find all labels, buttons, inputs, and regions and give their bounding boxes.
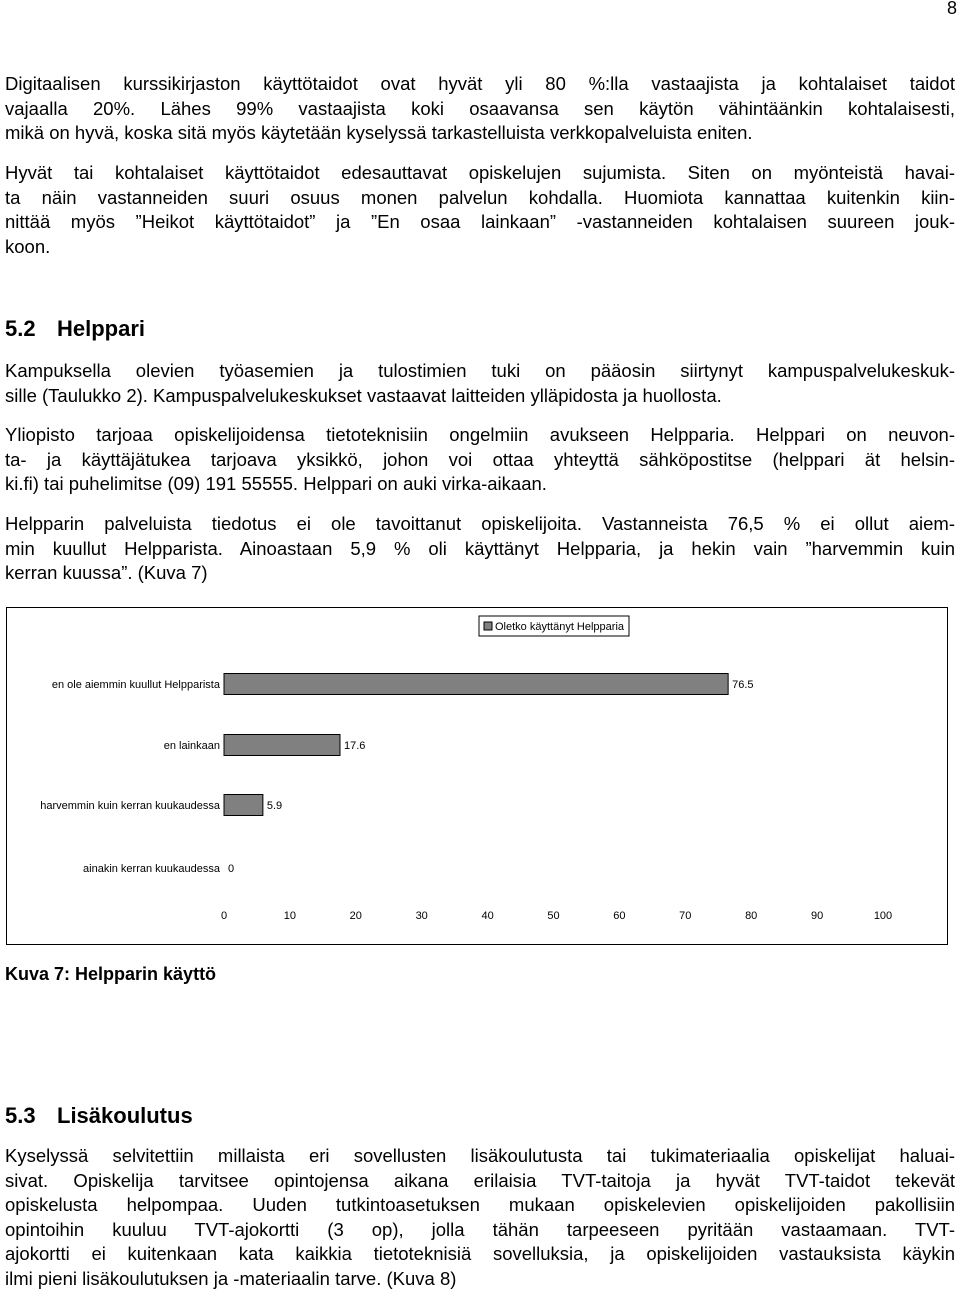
paragraph-helppari-service [5,423,955,497]
bar [224,795,263,816]
paragraph-helppari-awareness [5,512,955,586]
data-label: 5.9 [266,800,283,812]
x-tick-label: 80 [745,910,758,922]
text-line: Hyvät tai kohtalaiset käyttötaidot edesauttavat opiskelujen sujumista. Siten on myönteistä havai- [5,162,955,183]
text-line: kerran kuussa”. (Kuva 7) [5,562,208,583]
paragraph-additional-training [5,1144,955,1291]
bar-chart [7,608,947,944]
section-heading-helppari [5,316,145,342]
paragraph-skills [5,161,955,259]
text-line: opintoihin kuuluu TVT-ajokortti (3 op), jolla tähän tarpeeseen pyritään vastaamaan. TVT- [5,1218,955,1240]
text-line: vajaalla 20%. Lähes 99% vastaajista koki osaavansa sen käytön vähintäänkin kohtalaisesti, [5,97,955,119]
paragraph-digital-library [5,72,955,146]
legend-label: Oletko käyttänyt Helpparia [495,621,625,633]
chart-legend [479,616,629,636]
x-tick-label: 60 [613,910,626,922]
category-label: en ole aiemmin kuullut Helpparista [51,679,220,691]
paragraph-campus-support [5,359,955,408]
x-tick-label: 90 [810,910,824,922]
text-line: sivat. Opiskelija tarvitsee opintojensa aikana erilaisia TVT-taitoja ja hyvät TVT-taidot tekevät [5,1169,955,1191]
category-label: harvemmin kuin kerran kuukaudessa [40,800,220,812]
section-title: Helppari [57,316,146,341]
text-line: Yliopisto tarjoaa opiskelijoidensa tietoteknisiin ongelmiin avukseen Helpparia. Helppari on neuvon- [5,424,955,445]
x-tick-label: 30 [415,910,428,922]
text-line: koon. [5,235,51,257]
text-line: nittää myös ”Heikot käyttötaidot” ja ”En osaa lainkaan” -vastanneiden kohtalaisen suureen jouk- [5,211,955,232]
legend-swatch [484,622,492,630]
text-line: Helpparin palveluista tiedotus ei ole tavoittanut opiskelijoita. Vastanneista 76,5 % ei ollut aiem- [5,513,955,534]
category-label: en lainkaan [163,740,220,752]
text-line: min kuullut Helpparista. Ainoastaan 5,9 % oli käyttänyt Helpparia, ja hekin vain ”harvemmin kuin [5,537,955,559]
text-line: ta- ja käyttäjätukea tarjoava yksikkö, johon voi ottaa yhteyttä sähköpostitse (helppari ät helsin- [5,448,955,470]
text-line: opiskelusta helpompaa. Uuden tutkintoasetuksen mukaan opiskelevien opiskelijoiden pakollisiin [5,1194,955,1215]
x-tick-label: 10 [283,910,297,922]
text-line: ki.fi) tai puhelimitse (09) 191 55555. Helppari on auki virka-aikaan. [5,473,547,494]
category-label: ainakin kerran kuukaudessa [83,863,220,875]
figure-caption: Kuva 7: Helpparin käyttö [5,964,217,984]
data-label: 76.5 [732,679,754,691]
text-line: Kampuksella olevien työasemien ja tulostimien tuki on pääosin siirtynyt kampuspalvelukeskuk- [5,360,955,381]
section-title: Lisäkoulutus [57,1103,193,1128]
data-label: 17.6 [343,740,366,752]
bar [224,674,728,695]
section-heading-lisakoulutus [5,1103,193,1129]
text-line: ta näin vastanneiden suuri osuus monen palvelun kohdalla. Huomiota kannattaa kuitenkin kiin- [5,186,955,208]
x-tick-label: 0 [220,910,228,922]
text-line: Digitaalisen kurssikirjaston käyttötaidot ovat hyvät yli 80 %:lla vastaajista ja kohtalaiset taidot [5,73,955,94]
x-tick-label: 20 [349,910,362,922]
x-tick-label: 40 [481,910,494,922]
page-number: 8 [946,0,957,18]
text-line: sille (Taulukko 2). Kampuspalvelukeskukset vastaavat laitteiden ylläpidosta ja huollosta. [5,384,722,406]
x-tick-label: 70 [679,910,692,922]
section-number: 5.3 [5,1103,36,1128]
x-tick-label: 50 [547,910,560,922]
text-line: ilmi pieni lisäkoulutuksen ja -materiaalin tarve. (Kuva 8) [5,1267,457,1289]
data-label: 0 [228,863,235,875]
text-line: ajokortti ei kuitenkaan kata kaikkia tietoteknisiä sovelluksia, ja opiskelijoiden vastauksista käykin [5,1243,955,1264]
chart-helppari-usage [6,607,948,945]
text-line: Kyselyssä selvitettiin millaista eri sovellusten lisäkoulutusta tai tukimateriaalia opiskelijat haluai- [5,1145,955,1166]
section-number: 5.2 [5,316,36,341]
x-tick-label: 100 [873,910,893,922]
text-line: mikä on hyvä, koska sitä myös käytetään kyselyssä tarkastelluista verkkopalveluista eniten. [5,122,753,143]
bar [224,735,340,756]
